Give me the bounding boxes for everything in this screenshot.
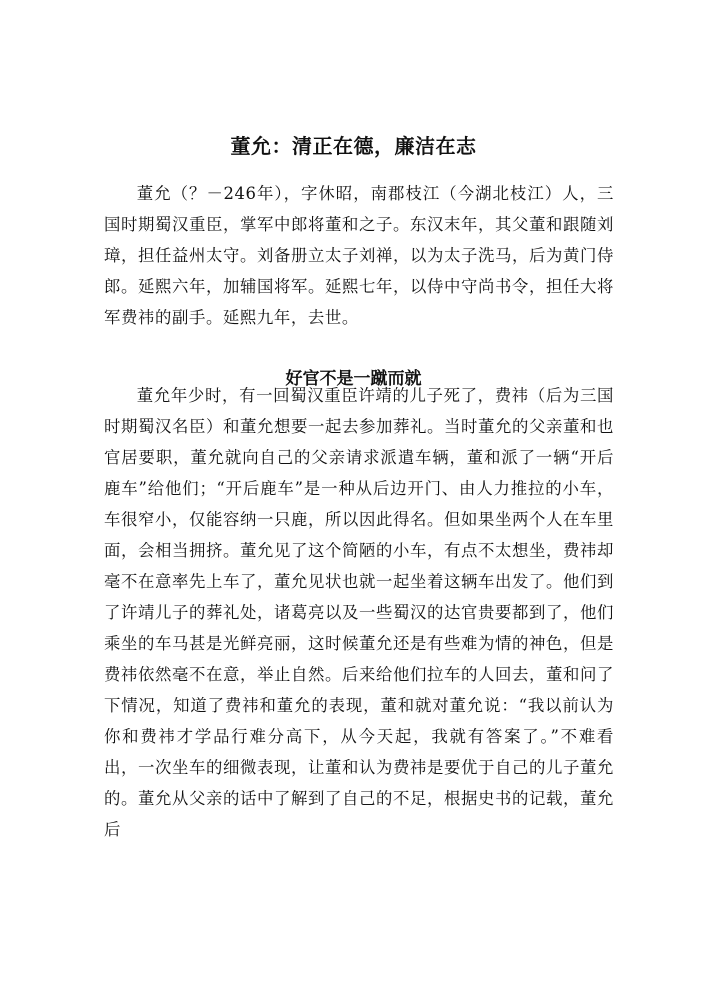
story-paragraph: 董允年少时，有一回蜀汉重臣许靖的儿子死了，费祎（后为三国时期蜀汉名臣）和董允想要一起去参加葬礼。当时董允的父亲董和也官居要职，董允就向自己的父亲请求派遣车辆，董和派了一辆“开后鹿车”给他们；“开后鹿车”是一种从后边开门、由人力推拉的小车，车很窄小，仅能容纳一只鹿，所以因此得名。但如果坐两个人在车里面，会相当拥挤。董允见了这个简陋的小车，有点不太想坐，费祎却毫不在意率先上车了，董允见状也就一起坐着这辆车出发了。他们到了许靖儿子的葬礼处，诸葛亮以及一些蜀汉的达官贵要都到了，他们乘坐的车马甚是光鲜亮丽，这时候董允还是有些难为情的神色，但是费祎依然毫不在意，举止自然。后来给他们拉车的人回去，董和问了下情况，知道了费祎和董允的表现，董和就对董允说：“我以前认为你和费祎才学品行难分高下，从今天起，我就有答案了。”不难看出，一次坐车的细微表现，让董和认为费祎是要优于自己的儿子董允的。董允从父亲的话中了解到了自己的不足，根据史书的记载，董允后 [104, 386, 614, 839]
intro-paragraph: 董允（？－246年），字休昭，南郡枝江（今湖北枝江）人，三国时期蜀汉重臣，掌军中郎将董和之子。东汉末年，其父董和跟随刘璋，担任益州太守。刘备册立太子刘禅，以为太子洗马，后为黄门侍郎。延熙六年，加辅国将军。延熙七年，以侍中守尚书令，担任大将军费祎的副手。延熙九年，去世。 [104, 184, 614, 327]
section-heading: 好官不是一蹴而就 [285, 369, 422, 390]
document-title: 董允：清正在德，廉洁在志 [230, 134, 477, 159]
